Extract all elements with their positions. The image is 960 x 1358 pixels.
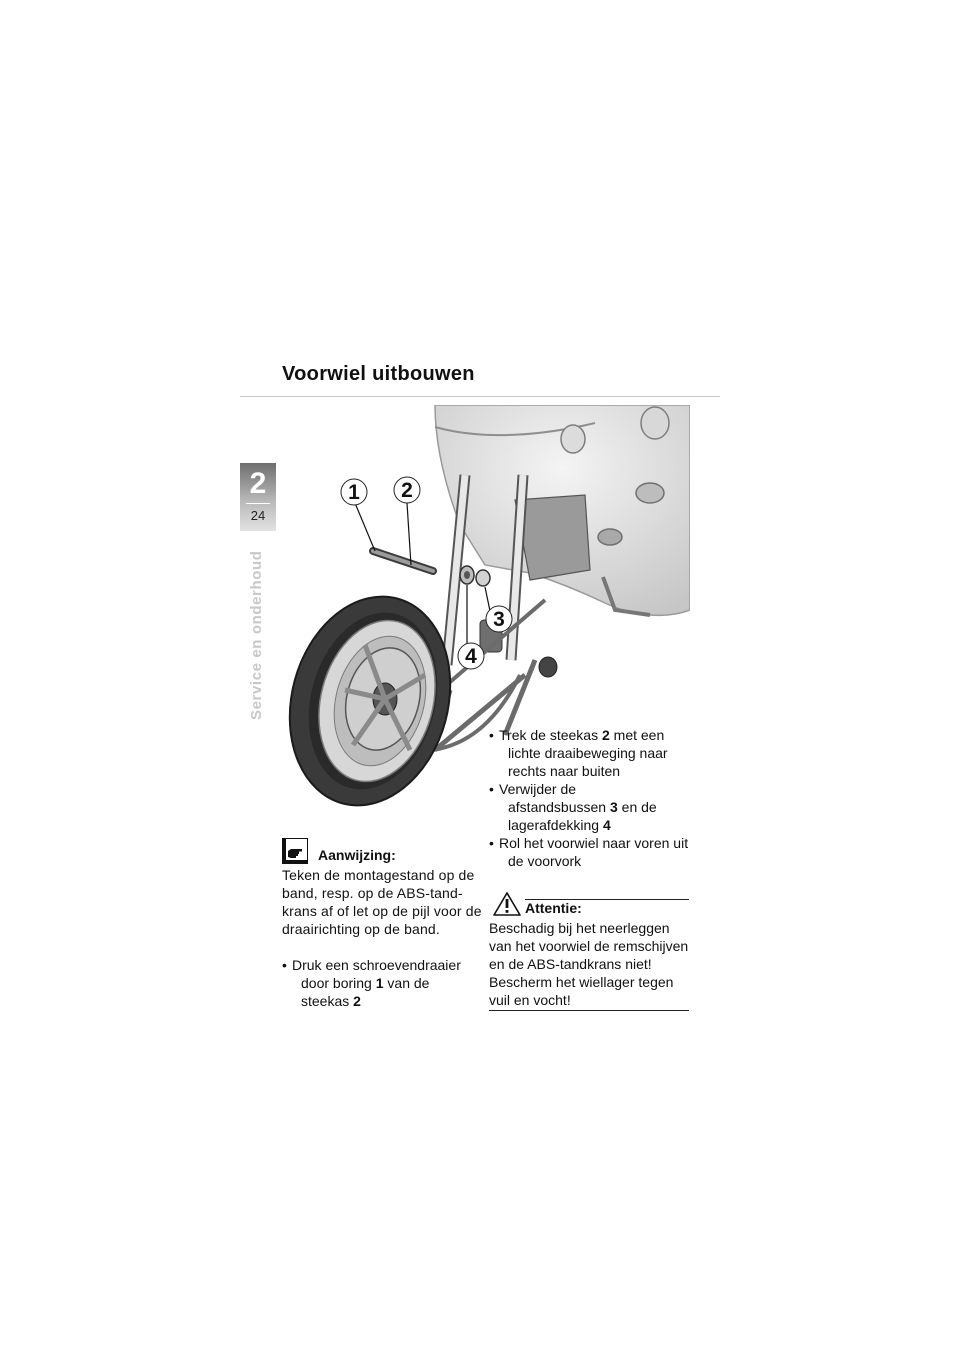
part-ref: 3 [609, 799, 618, 815]
warning-bottom-rule [489, 1010, 689, 1011]
step-text: van de [383, 975, 430, 991]
note-text [282, 866, 482, 938]
step-text: met een [609, 727, 665, 743]
step-text: de voorvork [508, 853, 582, 869]
page-title: Voorwiel uitbouwen [282, 363, 475, 385]
chapter-tab [240, 463, 276, 531]
step-text: door boring [301, 975, 376, 991]
part-ref: 1 [375, 975, 384, 991]
right-column [489, 726, 689, 1011]
part-ref: 2 [353, 993, 361, 1009]
part-ref: 2 [601, 727, 610, 743]
title-divider [240, 396, 720, 397]
step-text: en de [617, 799, 657, 815]
pointing-hand-note-icon [282, 838, 308, 864]
warning-line: van het voorwiel de remschijven [489, 938, 689, 954]
warning-line: vuil en vocht! [489, 992, 571, 1008]
steps-list-left [282, 956, 482, 1010]
step-text: Rol het voorwiel naar voren uit [499, 835, 689, 851]
list-item [489, 780, 689, 834]
step-text: lichte draaibeweging naar [508, 745, 668, 761]
step-text: steekas [301, 993, 354, 1009]
note-title: Aanwijzing: [318, 847, 396, 863]
step-text: Verwijder de [499, 781, 577, 797]
callout-3: 3 [493, 608, 505, 631]
page-number: 24 [250, 508, 266, 523]
callout-4: 4 [465, 645, 477, 668]
warning-line: Beschadig bij het neerleggen [489, 920, 670, 936]
part-ref: 4 [602, 817, 611, 833]
chapter-number: 2 [249, 467, 267, 500]
warning-text [489, 919, 689, 1009]
warning-top-rule [525, 899, 689, 900]
list-item [282, 956, 482, 1010]
left-column [282, 834, 482, 1010]
callout-2: 2 [401, 479, 413, 502]
warning-box [489, 891, 689, 1011]
step-text: Trek de steekas [499, 727, 602, 743]
callout-1: 1 [348, 481, 360, 504]
note-line: Teken de montagestand op de [282, 867, 475, 883]
chapter-divider [246, 503, 270, 504]
list-item [489, 726, 689, 780]
note-line: band, resp. op de ABS-tand- [282, 885, 463, 901]
step-text: lagerafdekking [508, 817, 603, 833]
note-line: krans af of let op de pijl voor de [282, 903, 482, 919]
exclamation-warning-icon [492, 891, 522, 917]
warning-header [489, 891, 689, 917]
steps-list-right [489, 726, 689, 870]
list-item [489, 834, 689, 870]
step-text: afstandsbussen [508, 799, 610, 815]
step-text: rechts naar buiten [508, 763, 621, 779]
note-header [282, 834, 482, 864]
section-side-label: Service en onderhoud [248, 550, 265, 720]
note-line: draairichting op de band. [282, 921, 440, 937]
step-line: Druk een schroevendraaier [292, 957, 461, 973]
warning-line: Bescherm het wiellager tegen [489, 974, 674, 990]
warning-title: Attentie: [525, 900, 582, 916]
warning-line: en de ABS-tandkrans niet! [489, 956, 652, 972]
